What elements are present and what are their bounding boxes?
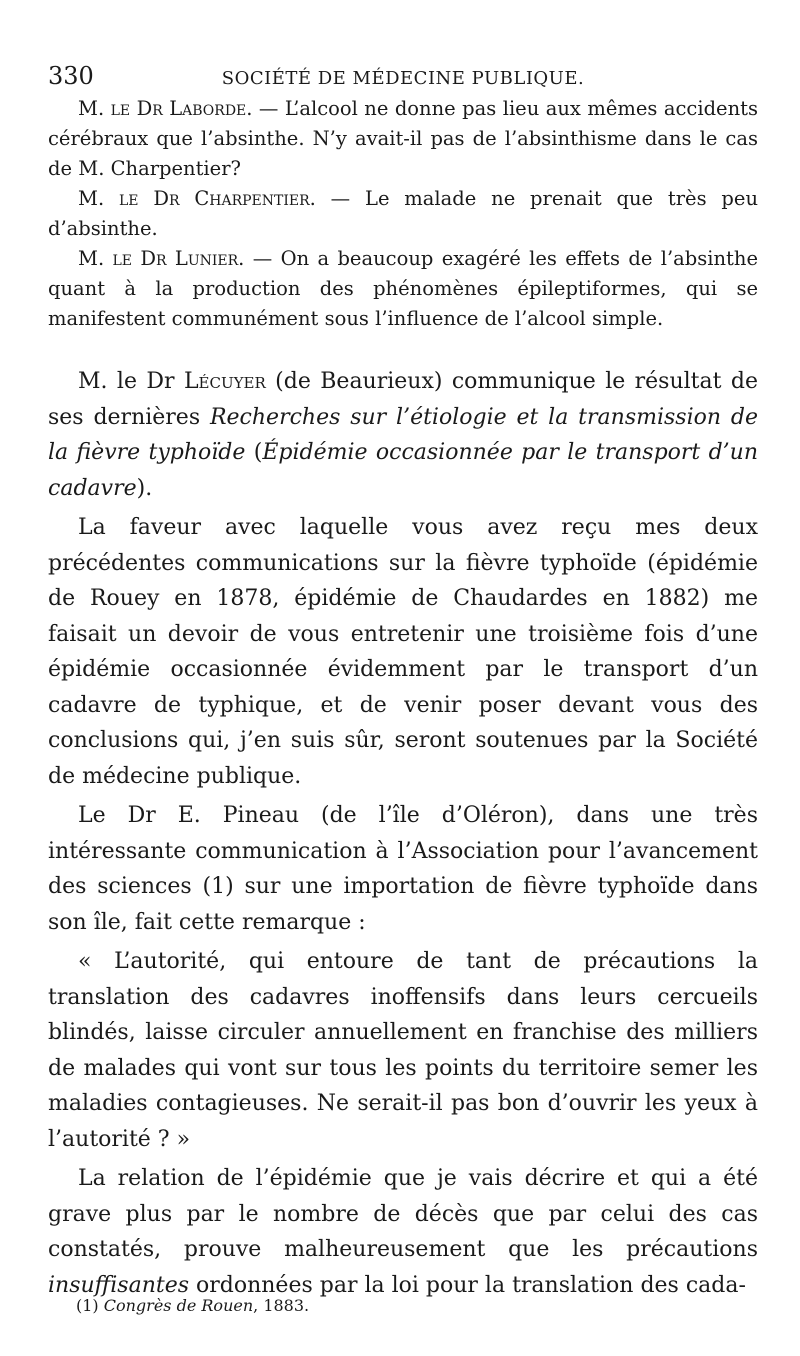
body-text: La relation de l’épidémie que je vais décrire et qui a été grave plus par le nombre de décès que par celui des cas constatés, prouve malheureusement que les précautions xyxy=(48,1166,758,1262)
work-title: Recherches sur l’étiologie et la transmission de la fièvre typhoïde xyxy=(48,404,758,465)
communication-intro xyxy=(48,364,758,506)
intro-text: M. le Dr xyxy=(78,369,184,394)
speaker-name: M. le Dr Lunier. xyxy=(78,247,245,270)
speaker-text: — L’alcool ne donne pas lieu aux mêmes accidents cérébraux que l’absinthe. N’y avait-il pas de l’absinthisme dans le cas de M. Charpentier? xyxy=(48,97,758,180)
page-header xyxy=(48,62,758,94)
speaker-name: M. le Dr Laborde. xyxy=(78,97,253,120)
speaker-text: — Le malade ne prenait que très peu d’absinthe. xyxy=(48,187,759,240)
speaker-name: M. le Dr Charpentier. xyxy=(78,187,316,210)
footnote xyxy=(76,1296,309,1315)
discussion-paragraph xyxy=(48,184,758,244)
discussion-section xyxy=(48,94,758,334)
communication-section xyxy=(48,364,758,1303)
page-number: 330 xyxy=(48,62,94,90)
quote-paragraph: « L’autorité, qui entoure de tant de précautions la translation des cadavres inoffensifs dans leurs cercueils blindés, laisse circuler annuellement en franchise des milliers de malades qui vont sur tous les points du territoire semer les maladies contagieuses. Ne serait-il pas bon d’ouvrir les yeux à l’autorité ? » xyxy=(48,949,758,1152)
work-subtitle: Épidémie occasionnée par le transport d’un cadavre xyxy=(48,440,759,501)
intro-text: ). xyxy=(136,475,153,501)
body-text: ordonnées par la loi pour la translation des cada- xyxy=(189,1272,746,1298)
running-title: SOCIÉTÉ DE MÉDECINE PUBLIQUE. xyxy=(221,68,585,89)
body-paragraph: La faveur avec laquelle vous avez reçu mes deux précédentes communications sur la fièvre typhoïde (épidémie de Rouey en 1878, épidémie de Chaudardes en 1882) me faisait un devoir de vous entretenir une troisième fois d’une épidémie occasionnée évidemment par le transport d’un cadavre de typhique, et de venir poser devant vous des conclusions qui, j’en suis sûr, seront soutenues par la Société de médecine publique. xyxy=(48,515,758,789)
discussion-paragraph xyxy=(48,94,758,184)
footnote-year: , 1883. xyxy=(253,1296,310,1315)
body-paragraph: Le Dr E. Pineau (de l’île d’Oléron), dans une très intéressante communication à l’Association pour l’avancement des sciences (1) sur une importation de fièvre typhoïde dans son île, fait cette remarque : xyxy=(48,803,758,935)
emphasis-text: insuffisantes xyxy=(48,1272,190,1298)
footnote-text: Congrès de Rouen xyxy=(103,1296,254,1315)
speaker-text: — On a beaucoup exagéré les effets de l’absinthe quant à la production des phénomènes épileptiformes, qui se manifestent communément sous l’influence de l’alcool simple. xyxy=(48,247,758,330)
footnote-marker: (1) xyxy=(76,1296,104,1315)
discussion-paragraph xyxy=(48,244,758,334)
intro-text: ( xyxy=(245,440,263,465)
body-paragraph xyxy=(48,1161,758,1303)
author-name: Lécuyer xyxy=(183,369,266,394)
intro-text: (de Beaurieux) communique le résultat de ses dernières xyxy=(48,369,758,430)
